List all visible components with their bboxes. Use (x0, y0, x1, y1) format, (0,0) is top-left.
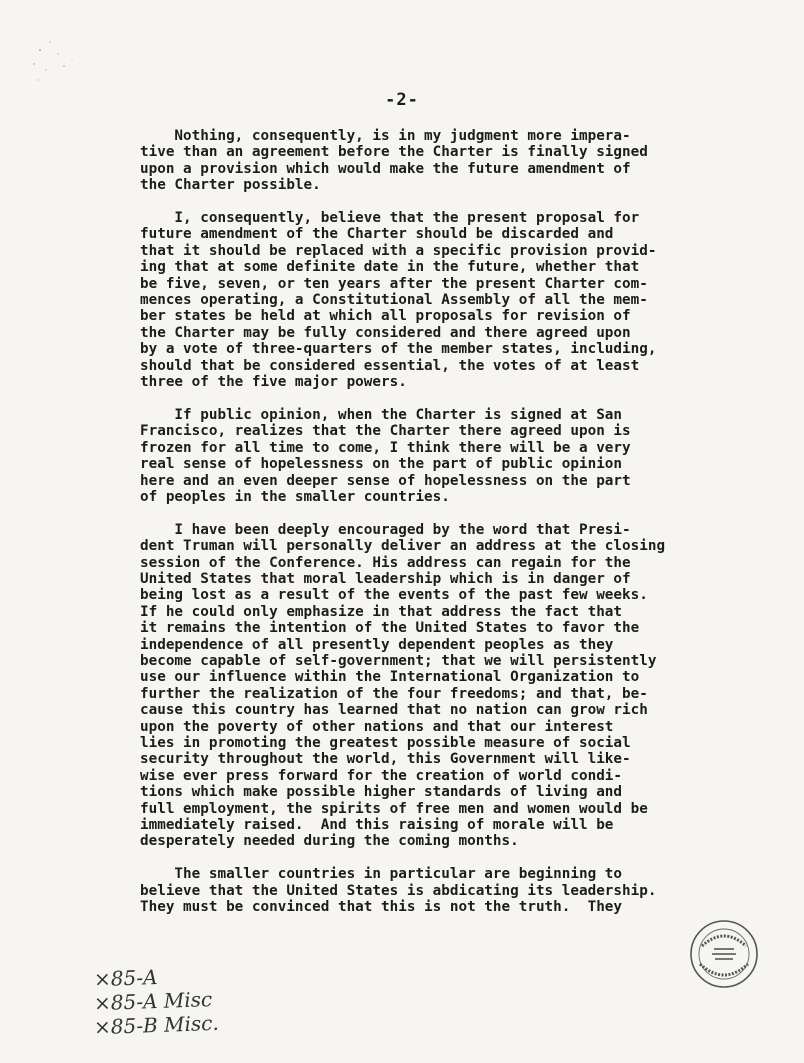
text-line: If he could only emphasize in that address the fact that (140, 603, 623, 620)
handwritten-note: ×85-A Misc (93, 987, 213, 1016)
text-line: Francisco, realizes that the Charter there agreed upon is (140, 423, 631, 440)
text-line: by a vote of three-quarters of the member states, including, (140, 341, 657, 358)
text-line: of peoples in the smaller countries. (140, 488, 450, 505)
text-line: They must be convinced that this is not the truth. They (140, 899, 623, 916)
text-line: dent Truman will personally deliver an address at the closing (140, 538, 666, 555)
text-line: United States that moral leadership which is in danger of (140, 570, 631, 587)
text-line: here and an even deeper sense of hopelessness on the part (140, 472, 631, 489)
government-stamp (688, 918, 760, 990)
text-line: cause this country has learned that no nation can grow rich (140, 702, 648, 719)
text-line: it remains the intention of the United States to favor the (140, 620, 640, 637)
text-line: upon the poverty of other nations and that our interest (140, 718, 614, 735)
text-line: become capable of self-government; that we will persistently (140, 652, 657, 669)
handwritten-note: ×85-A (93, 964, 158, 992)
text-line: I have been deeply encouraged by the word that Presi- (140, 521, 631, 538)
text-line: believe that the United States is abdicating its leadership. (140, 882, 657, 899)
text-line: Nothing, consequently, is in my judgment more impera- (140, 128, 631, 144)
text-line: tions which make possible higher standards of living and (140, 784, 623, 801)
paragraph (140, 522, 780, 850)
text-line: lies in promoting the greatest possible measure of social (140, 734, 631, 751)
text-line: The smaller countries in particular are beginning to (140, 866, 623, 883)
text-line: upon a provision which would make the future amendment of (140, 160, 631, 177)
paragraph (140, 866, 780, 915)
text-line: mences operating, a Constitutional Assembly of all the mem- (140, 292, 648, 309)
paragraph (140, 210, 780, 390)
page-number: -2- (385, 90, 419, 110)
text-line: future amendment of the Charter should be discarded and (140, 226, 614, 243)
text-line: If public opinion, when the Charter is signed at San (140, 406, 623, 423)
paragraph (140, 128, 780, 194)
text-line: full employment, the spirits of free men and women would be (140, 800, 648, 817)
text-line: desperately needed during the coming months. (140, 833, 519, 850)
text-line: tive than an agreement before the Charter is finally signed (140, 144, 648, 161)
text-line: session of the Conference. His address can regain for the (140, 554, 631, 571)
letter-body (140, 128, 780, 932)
text-line: the Charter may be fully considered and there agreed upon (140, 324, 631, 341)
text-line: further the realization of the four freedoms; and that, be- (140, 685, 648, 702)
text-line: being lost as a result of the events of the past few weeks. (140, 587, 648, 604)
text-line: independence of all presently dependent peoples as they (140, 636, 614, 653)
text-line: ber states be held at which all proposals for revision of (140, 308, 631, 325)
text-line: real sense of hopelessness on the part of public opinion (140, 456, 623, 473)
text-line: three of the five major powers. (140, 374, 407, 391)
paragraph (140, 407, 780, 505)
text-line: use our influence within the International Organization to (140, 669, 640, 686)
text-line: immediately raised. And this raising of morale will be (140, 817, 614, 834)
text-line: I, consequently, believe that the present proposal for (140, 210, 640, 227)
text-line: be five, seven, or ten years after the present Charter com- (140, 275, 648, 292)
text-line: wise ever press forward for the creation of world condi- (140, 767, 623, 784)
text-line: that it should be replaced with a specific provision provid- (140, 242, 657, 259)
text-line: the Charter possible. (140, 177, 321, 194)
text-line: security throughout the world, this Government will like- (140, 751, 631, 768)
text-line: frozen for all time to come, I think there will be a very (140, 439, 631, 456)
handwritten-note: ×85-B Misc. (93, 1010, 220, 1040)
text-line: should that be considered essential, the votes of at least (140, 357, 640, 374)
handwritten-notes (93, 964, 220, 1040)
paper-specks (20, 20, 110, 100)
text-line: ing that at some definite date in the future, whether that (140, 259, 640, 276)
